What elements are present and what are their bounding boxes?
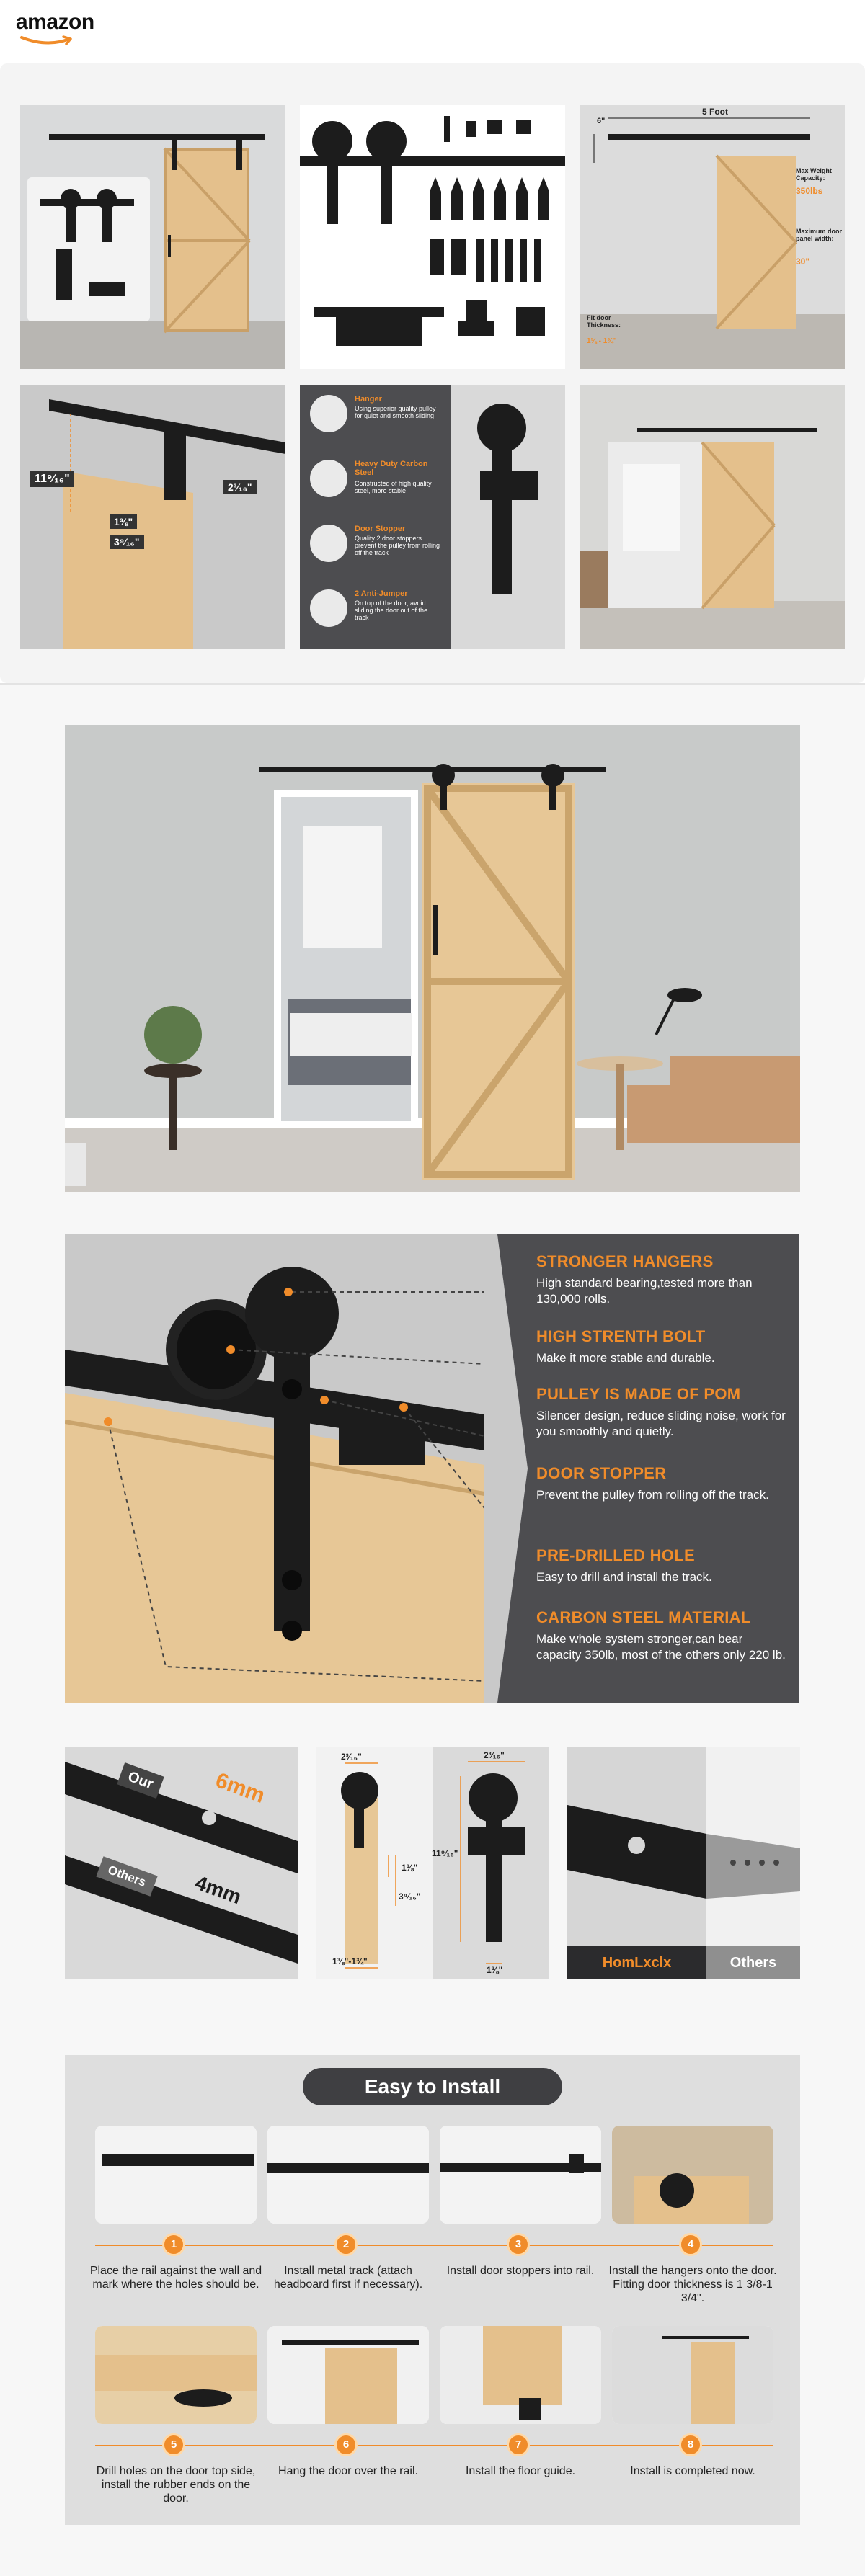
feature-desc: Make it more stable and durable. xyxy=(536,1351,715,1365)
length-label: 5 Foot xyxy=(702,107,728,117)
floor-guide-icon xyxy=(440,2326,601,2424)
room-photo-icon xyxy=(580,385,845,649)
brand-label: HomLxclx xyxy=(567,1946,706,1979)
feature-predrilled xyxy=(536,1546,789,1585)
thumb-dimensions[interactable] xyxy=(580,105,845,369)
step-8-number: 8 xyxy=(679,2433,702,2456)
step-7-number: 7 xyxy=(507,2433,530,2456)
height-label: 6" xyxy=(597,117,606,125)
completed-door-icon xyxy=(612,2326,773,2424)
step-4-text: Install the hangers onto the door. Fitting door thickness is 1 3/8-1 3/4". xyxy=(608,2265,777,2304)
thickness-value: 1⅜ - 1¾" xyxy=(587,337,617,345)
feature-desc: Silencer design, reduce sliding noise, work for you smoothly and quietly. xyxy=(536,1409,786,1438)
step-connector-1 xyxy=(95,2245,773,2246)
step-6-text: Hang the door over the rail. xyxy=(278,2465,418,2477)
dim-label-2: 2³⁄₁₆" xyxy=(223,480,257,494)
step-2-image xyxy=(267,2126,429,2224)
weight-value: 350lbs xyxy=(796,186,823,196)
dim-d: 1⅜"-1¾" xyxy=(332,1956,368,1966)
step-3-text: Install door stoppers into rail. xyxy=(446,2265,595,2277)
feature-desc: Prevent the pulley from rolling off the track. xyxy=(536,1488,769,1502)
max-width-value: 30" xyxy=(796,257,810,267)
step-7-text: Install the floor guide. xyxy=(465,2465,576,2477)
step-8-image xyxy=(612,2326,773,2424)
step-6-image xyxy=(267,2326,429,2424)
our-thickness: 6mm xyxy=(212,1768,268,1809)
lifestyle-image xyxy=(65,725,800,1192)
step-1-number: 1 xyxy=(162,2233,185,2256)
amazon-logo[interactable] xyxy=(16,10,110,46)
kit-contents-icon xyxy=(300,105,565,369)
hanger-hardware-icon xyxy=(65,1234,484,1703)
feature-bolt xyxy=(536,1327,789,1366)
step-4-number: 4 xyxy=(679,2233,702,2256)
hang-door-icon xyxy=(267,2326,429,2424)
callout-desc-1: Using superior quality pulley for quiet and smooth sliding xyxy=(355,405,436,419)
thickness-comparison xyxy=(65,1747,298,1979)
door-stopper-icon xyxy=(440,2126,601,2224)
step-2-text: Install metal track (attach headboard first if necessary). xyxy=(273,2265,423,2291)
step-4-image xyxy=(612,2126,773,2224)
dim-label-1: 11⁹⁄₁₆" xyxy=(30,471,74,487)
install-title: Easy to Install xyxy=(303,2068,562,2105)
feature-title: PRE-DRILLED HOLE xyxy=(536,1546,695,1564)
feature-title: CARBON STEEL MATERIAL xyxy=(536,1608,751,1626)
rail-on-wall-icon xyxy=(95,2126,257,2224)
step-5-number: 5 xyxy=(162,2433,185,2456)
callout-title-2: Heavy Duty Carbon Steel xyxy=(355,460,428,477)
drill-holes-icon xyxy=(95,2326,257,2424)
thumb-feature-callouts[interactable] xyxy=(300,385,565,649)
logo-text: amazon xyxy=(16,10,94,34)
feature-title: DOOR STOPPER xyxy=(536,1464,667,1482)
step-6-number: 6 xyxy=(334,2433,358,2456)
feature-pulley xyxy=(536,1385,789,1440)
dim-e: 2³⁄₁₆" xyxy=(484,1750,505,1760)
callout-title-4: 2 Anti-Jumper xyxy=(355,589,408,598)
dimension-diagram xyxy=(316,1747,549,1979)
step-8-text: Install is completed now. xyxy=(630,2465,755,2477)
dim-c: 3⁹⁄₁₆" xyxy=(399,1891,421,1902)
feature-title: PULLEY IS MADE OF POM xyxy=(536,1385,741,1403)
weight-label: Max Weight Capacity: xyxy=(796,167,832,182)
others-tag: Others xyxy=(96,1856,157,1897)
step-1-image xyxy=(95,2126,257,2224)
dim-g: 1⅜" xyxy=(487,1965,503,1975)
smile-arrow-icon xyxy=(19,35,76,46)
step-3-image xyxy=(440,2126,601,2224)
hanger-dimension-icon xyxy=(316,1747,549,1979)
dim-a: 2³⁄₁₆" xyxy=(341,1752,362,1762)
thumb-kit-contents[interactable] xyxy=(300,105,565,369)
brand-comparison xyxy=(567,1747,800,1979)
dim-label-3: 1⅜" xyxy=(110,514,137,529)
callout-desc-3: Quality 2 door stoppers prevent the pulley from rolling off the track xyxy=(355,535,440,556)
callout-title-1: Hanger xyxy=(355,395,382,404)
room-scene-icon xyxy=(20,105,285,369)
others-brand-label: Others xyxy=(706,1946,800,1979)
max-width-label: Maximum door panel width: xyxy=(796,228,843,242)
feature-title: HIGH STRENTH BOLT xyxy=(536,1327,706,1345)
step-7-image xyxy=(440,2326,601,2424)
metal-track-icon xyxy=(267,2126,429,2224)
feature-desc: Make whole system stronger,can bear capacity 350lb, most of the others only 220 lb. xyxy=(536,1632,786,1662)
dim-b: 1⅜" xyxy=(402,1863,418,1873)
thumb-room-with-hardware[interactable] xyxy=(20,105,285,369)
lifestyle-room-icon xyxy=(65,725,800,1192)
hanger-install-icon xyxy=(612,2126,773,2224)
step-3-number: 3 xyxy=(507,2233,530,2256)
dim-label-4: 3⁹⁄₁₆" xyxy=(110,535,144,549)
dim-f: 11⁹⁄₁₆" xyxy=(432,1848,458,1858)
feature-stronger-hangers xyxy=(536,1252,789,1307)
rail-thickness-icon xyxy=(65,1747,298,1979)
feature-carbon-steel xyxy=(536,1608,789,1663)
our-tag: Our xyxy=(117,1762,164,1799)
thickness-label: Fit door Thickness: xyxy=(587,314,621,329)
thumb-room-photo[interactable] xyxy=(580,385,845,649)
feature-desc: Easy to drill and install the track. xyxy=(536,1570,712,1584)
step-5-image xyxy=(95,2326,257,2424)
step-5-text: Drill holes on the door top side, install the rubber ends on the door. xyxy=(96,2465,256,2505)
feature-desc: High standard bearing,tested more than 130,000 rolls. xyxy=(536,1276,753,1306)
step-1-text: Place the rail against the wall and mark where the holes should be. xyxy=(89,2265,262,2291)
step-2-number: 2 xyxy=(334,2233,358,2256)
step-connector-2 xyxy=(95,2445,773,2446)
feature-door-stopper xyxy=(536,1464,789,1503)
feature-title: STRONGER HANGERS xyxy=(536,1252,714,1270)
callout-title-3: Door Stopper xyxy=(355,525,406,533)
rail-closeup-icon xyxy=(567,1747,800,1979)
callout-desc-2: Constructed of high quality steel, more stable xyxy=(355,480,432,494)
others-thickness: 4mm xyxy=(192,1871,244,1909)
thumb-measurements[interactable] xyxy=(20,385,285,649)
hardware-closeup xyxy=(65,1234,484,1703)
callout-desc-4: On top of the door, avoid sliding the door out of the track xyxy=(355,600,428,621)
measurement-diagram-icon xyxy=(20,385,285,649)
